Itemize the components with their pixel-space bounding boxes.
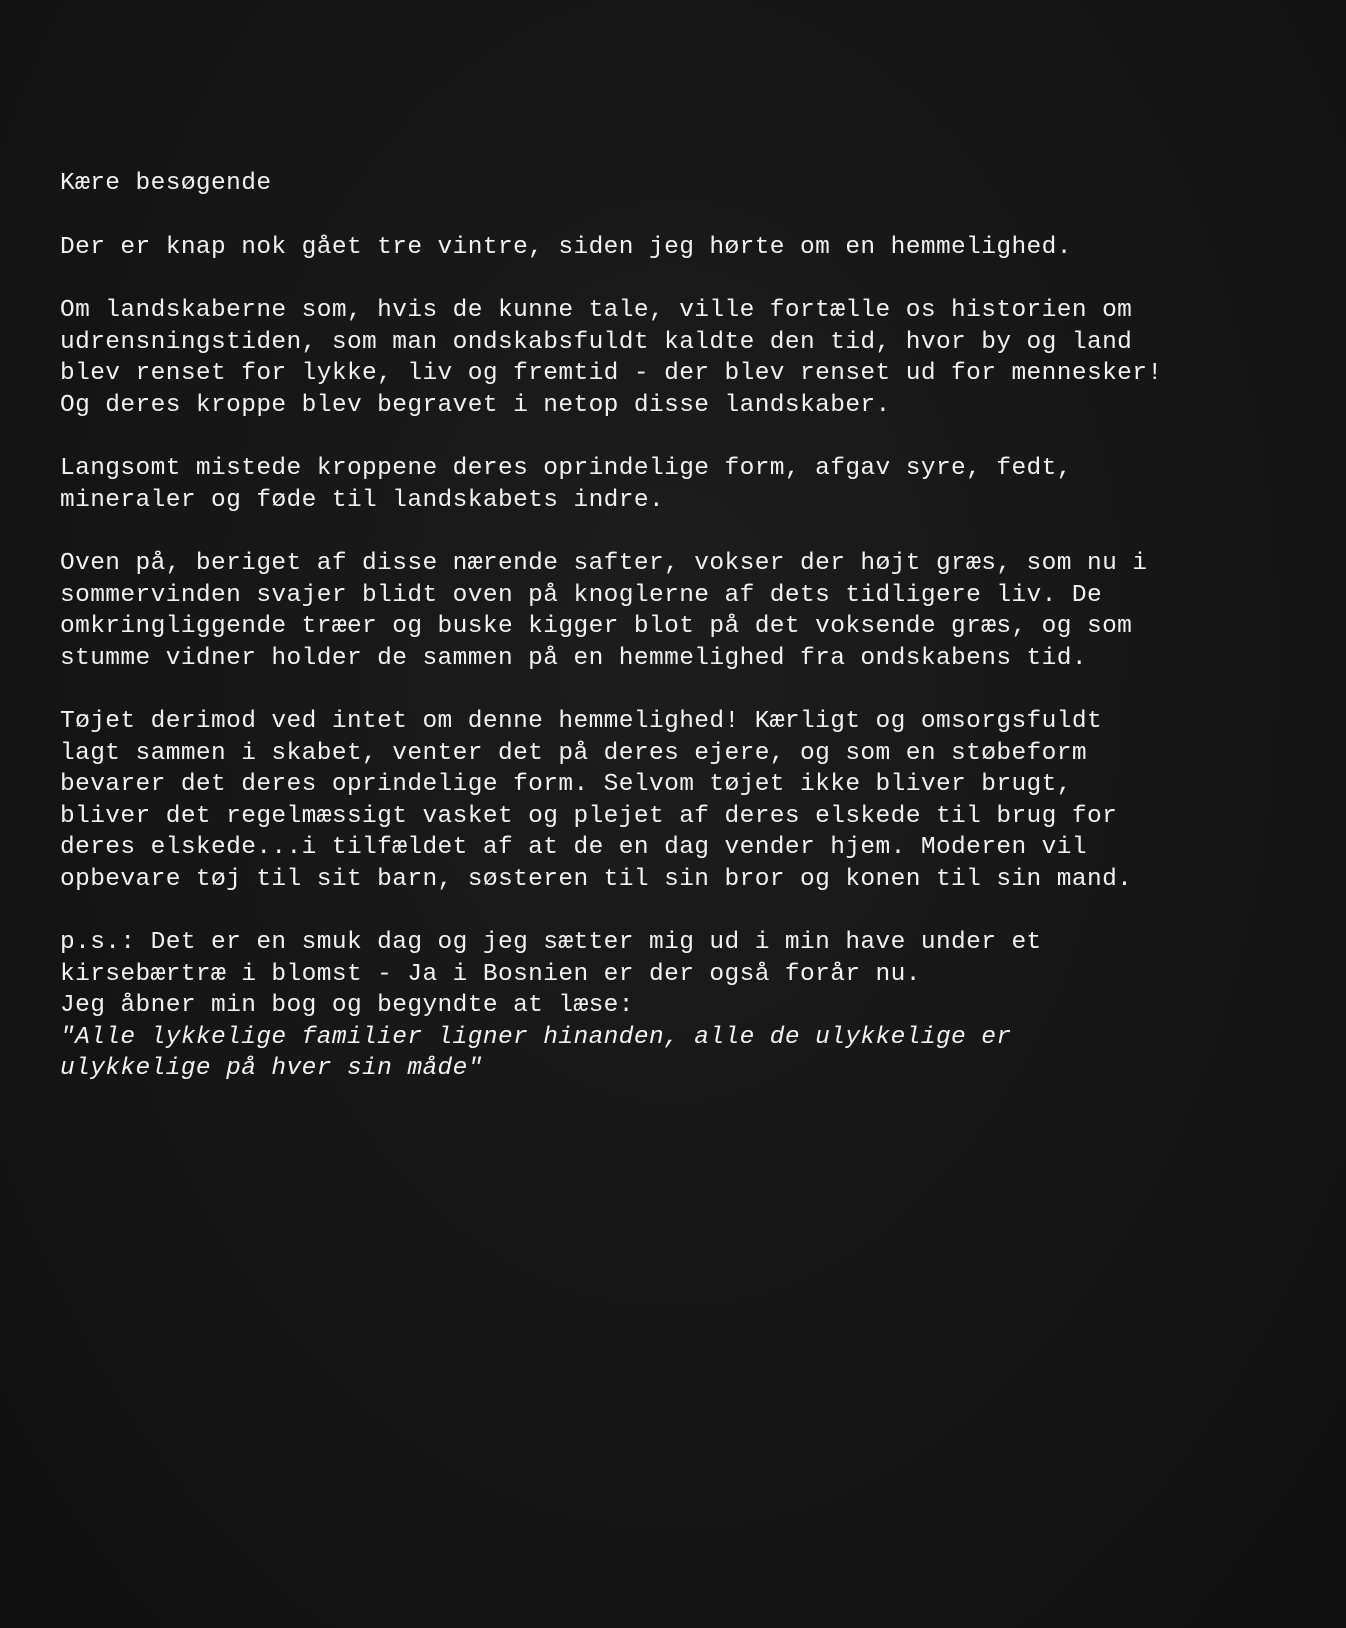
quote-line: "Alle lykkelige familier ligner hinanden, alle de ulykkelige er [60,1023,1012,1051]
postscript-line: kirsebærtræ i blomst - Ja i Bosnien er der også forår nu. [60,960,921,988]
paragraph-4 [60,548,1330,674]
paragraph-line: lagt sammen i skabet, venter det på deres ejere, og som en støbeform [60,739,1087,767]
postscript-line: p.s.: Det er en smuk dag og jeg sætter mig ud i min have under et [60,929,1042,956]
quote-line: ulykkelige på hver sin måde" [60,1055,483,1082]
paragraph-line: mineraler og føde til landskabets indre. [60,486,665,514]
postscript-line: Jeg åbner min bog og begyndte at læse: [60,992,634,1019]
greeting-line: Kære besøgende [60,170,272,197]
paragraph-line: Langsomt mistede kroppene deres oprindelige form, afgav syre, fedt, [60,455,1072,482]
paragraph-line: sommervinden svajer blidt oven på knoglerne af dets tidligere liv. De [60,581,1103,609]
paragraph-1 [60,232,1330,264]
paragraph-line: Tøjet derimod ved intet om denne hemmelighed! Kærligt og omsorgsfuldt [60,708,1103,735]
paragraph-2 [60,295,1330,421]
paragraph-3 [60,453,1330,516]
postscript [60,927,1330,1085]
paragraph-line: Om landskaberne som, hvis de kunne tale, ville fortælle os historien om [60,297,1133,324]
paragraph-line: opbevare tøj til sit barn, søsteren til sin bror og konen til sin mand. [60,865,1133,893]
paragraph-line: blev renset for lykke, liv og fremtid - der blev renset ud for mennesker! [60,360,1163,387]
quotation [60,1022,1330,1085]
paragraph-line: Oven på, beriget af disse nærende safter, vokser der højt græs, som nu i [60,550,1148,577]
paragraph-line: omkringliggende træer og buske kigger blot på det voksende græs, og som [60,613,1133,640]
letter-body [60,168,1330,1117]
paragraph-line: Og deres kroppe blev begravet i netop disse landskaber. [60,391,891,419]
paragraph-line: Der er knap nok gået tre vintre, siden jeg hørte om en hemmelighed. [60,233,1072,261]
paragraph-5 [60,706,1330,895]
greeting [60,168,1330,200]
paragraph-line: udrensningstiden, som man ondskabsfuldt kaldte den tid, hvor by og land [60,328,1133,356]
paragraph-line: stumme vidner holder de sammen på en hemmelighed fra ondskabens tid. [60,644,1087,672]
paragraph-line: bliver det regelmæssigt vasket og plejet af deres elskede til brug for [60,802,1118,830]
paragraph-line: bevarer det deres oprindelige form. Selvom tøjet ikke bliver brugt, [60,771,1072,798]
paragraph-line: deres elskede...i tilfældet af at de en dag vender hjem. Moderen vil [60,834,1087,861]
